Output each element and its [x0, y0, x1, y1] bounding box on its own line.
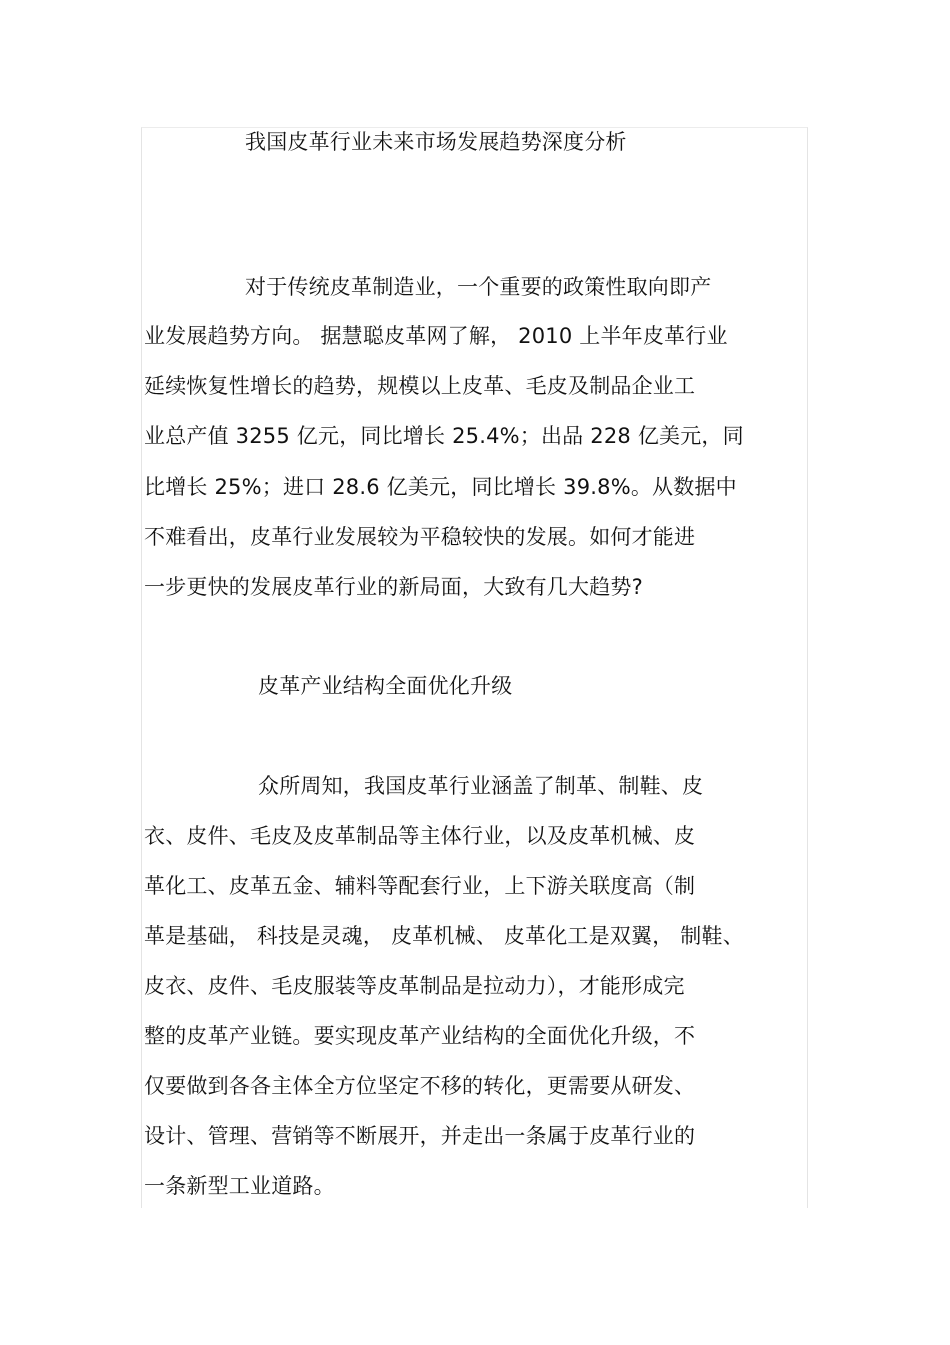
paragraph2-line: 衣、皮件、毛皮及皮革制品等主体行业，以及皮革机械、皮 [144, 824, 696, 848]
paragraph1-line: 业总产值 3255 亿元，同比增长 25.4%；出品 228 亿美元，同 [144, 424, 744, 448]
paragraph1-line: 对于传统皮革制造业，一个重要的政策性取向即产 [245, 275, 712, 299]
section-heading: 皮革产业结构全面优化升级 [258, 674, 513, 698]
paragraph2-line: 仅要做到各各主体全方位坚定不移的转化，更需要从研发、 [144, 1074, 696, 1098]
document-title: 我国皮革行业未来市场发展趋势深度分析 [245, 130, 627, 154]
paragraph1-line: 不难看出，皮革行业发展较为平稳较快的发展。如何才能进 [144, 525, 696, 549]
paragraph1-line: 延续恢复性增长的趋势，规模以上皮革、毛皮及制品企业工 [144, 374, 696, 398]
paragraph2-line: 革是基础， 科技是灵魂， 皮革机械、 皮革化工是双翼， 制鞋、 [144, 924, 744, 948]
paragraph2-line: 皮衣、皮件、毛皮服装等皮革制品是拉动力），才能形成完 [144, 974, 685, 998]
paragraph2-line: 一条新型工业道路。 [144, 1174, 335, 1198]
paragraph2-line: 设计、管理、营销等不断展开，并走出一条属于皮革行业的 [144, 1124, 696, 1148]
paragraph2-line: 众所周知，我国皮革行业涵盖了制革、制鞋、皮 [258, 774, 704, 798]
paragraph2-line: 革化工、皮革五金、辅料等配套行业，上下游关联度高（制 [144, 874, 696, 898]
paragraph1-line: 一步更快的发展皮革行业的新局面，大致有几大趋势? [144, 575, 643, 599]
paragraph1-line: 业发展趋势方向。 据慧聪皮革网了解， 2010 上半年皮革行业 [144, 324, 728, 348]
paragraph2-line: 整的皮革产业链。要实现皮革产业结构的全面优化升级，不 [144, 1024, 696, 1048]
paragraph1-line: 比增长 25%；进口 28.6 亿美元，同比增长 39.8%。从数据中 [144, 475, 737, 499]
